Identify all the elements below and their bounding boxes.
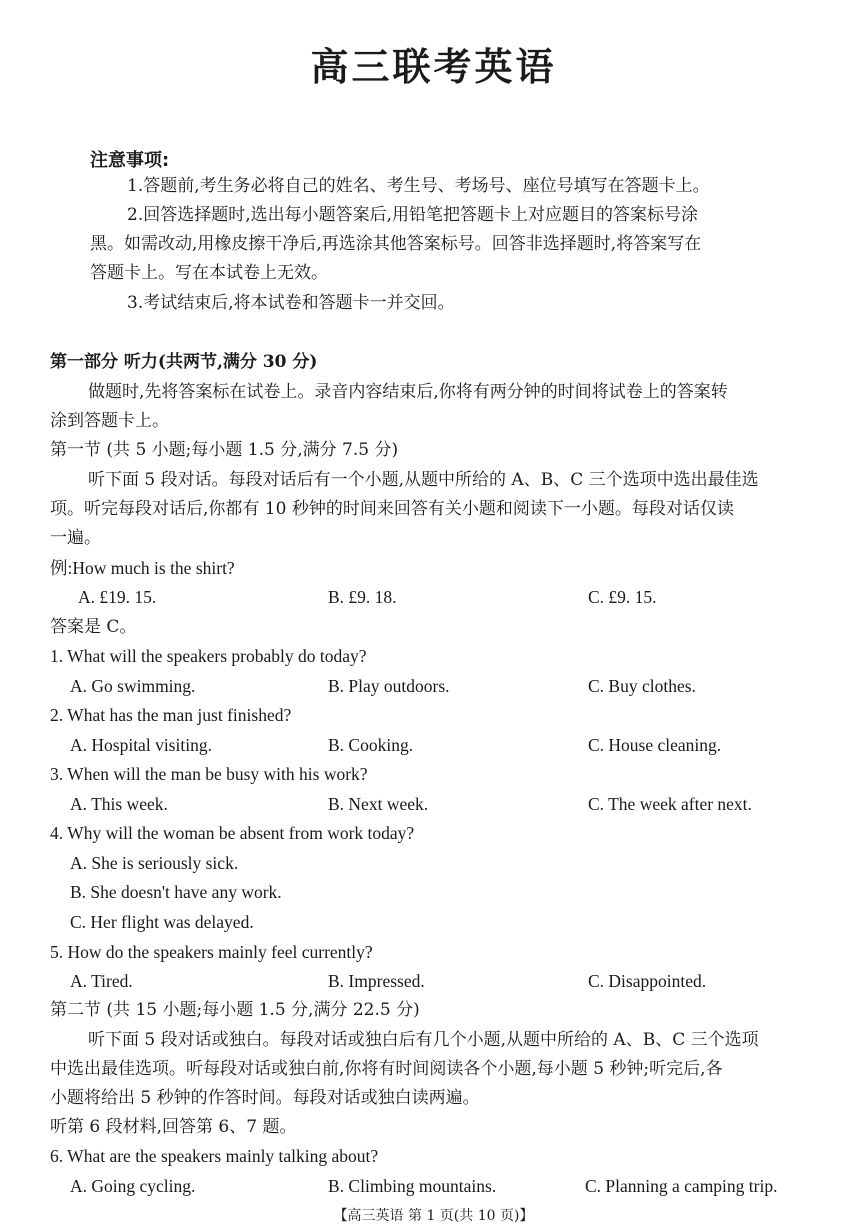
page-title: 高三联考英语	[310, 45, 557, 89]
question-4-option-c: C. Her flight was delayed.	[70, 912, 254, 932]
question-2-option-b: B. Cooking.	[328, 735, 414, 755]
question-3-option-b: B. Next week.	[328, 794, 429, 814]
question-1-stem: 1. What will the speakers probably do today?	[50, 646, 367, 666]
section1-intro-line-2: 项。听完每段对话后,你都有 10 秒钟的时间来回答有关小题和阅读下一小题。每段对话仅读	[50, 499, 734, 519]
question-4-option-b: B. She doesn't have any work.	[70, 882, 282, 902]
question-4-stem: 4. Why will the woman be absent from work today?	[50, 823, 415, 843]
notice-item-2-line-2: 黑。如需改动,用橡皮擦干净后,再选涂其他答案标号。回答非选择题时,将答案写在	[90, 234, 702, 254]
notice-item-2-line-1: 2.回答选择题时,选出每小题答案后,用铅笔把答题卡上对应题目的答案标号涂	[127, 205, 699, 225]
notice-item-1: 1.答题前,考生务必将自己的姓名、考生号、考场号、座位号填写在答题卡上。	[127, 176, 710, 196]
part1-intro-line-2: 涂到答题卡上。	[50, 411, 169, 431]
example-option-a: A. £19. 15.	[78, 587, 157, 607]
question-2-option-c: C. House cleaning.	[588, 735, 722, 755]
question-6-option-b: B. Climbing mountains.	[328, 1176, 497, 1196]
question-5-option-c: C. Disappointed.	[588, 971, 707, 991]
section1-heading: 第一节 (共 5 小题;每小题 1.5 分,满分 7.5 分)	[50, 440, 399, 460]
question-5-option-a: A. Tired.	[70, 971, 133, 991]
example-option-b: B. £9. 18.	[328, 587, 397, 607]
question-1-option-b: B. Play outdoors.	[328, 676, 450, 696]
question-4-option-a: A. She is seriously sick.	[70, 853, 239, 873]
section2-intro-line-1: 听下面 5 段对话或独白。每段对话或独白后有几个小题,从题中所给的 A、B、C 三个选项	[88, 1030, 759, 1050]
material-6-instruction: 听第 6 段材料,回答第 6、7 题。	[50, 1117, 297, 1137]
question-5-stem: 5. How do the speakers mainly feel currently?	[50, 942, 373, 962]
section2-heading: 第二节 (共 15 小题;每小题 1.5 分,满分 22.5 分)	[50, 1000, 420, 1020]
question-1-option-a: A. Go swimming.	[70, 676, 196, 696]
question-5-option-b: B. Impressed.	[328, 971, 425, 991]
question-2-stem: 2. What has the man just finished?	[50, 705, 292, 725]
example-question: 例:How much is the shirt?	[50, 558, 235, 578]
question-6-stem: 6. What are the speakers mainly talking about?	[50, 1146, 379, 1166]
section1-intro-line-3: 一遍。	[50, 528, 101, 548]
part1-intro-line-1: 做题时,先将答案标在试卷上。录音内容结束后,你将有两分钟的时间将试卷上的答案转	[88, 382, 728, 402]
page-footer: 【高三英语 第 1 页(共 10 页)】	[333, 1208, 534, 1224]
question-2-option-a: A. Hospital visiting.	[70, 735, 212, 755]
part1-heading: 第一部分 听力(共两节,满分 30 分)	[50, 352, 318, 372]
question-3-option-a: A. This week.	[70, 794, 168, 814]
question-1-option-c: C. Buy clothes.	[588, 676, 696, 696]
notice-item-2-line-3: 答题卡上。写在本试卷上无效。	[90, 263, 328, 283]
section1-intro-line-1: 听下面 5 段对话。每段对话后有一个小题,从题中所给的 A、B、C 三个选项中选出最佳选	[88, 470, 759, 490]
question-3-option-c: C. The week after next.	[588, 794, 752, 814]
example-option-c: C. £9. 15.	[588, 587, 657, 607]
section2-intro-line-3: 小题将给出 5 秒钟的作答时间。每段对话或独白读两遍。	[50, 1088, 480, 1108]
notice-item-3: 3.考试结束后,将本试卷和答题卡一并交回。	[127, 293, 455, 313]
notice-heading: 注意事项:	[90, 150, 170, 171]
example-answer: 答案是 C。	[50, 617, 137, 637]
section2-intro-line-2: 中选出最佳选项。听每段对话或独白前,你将有时间阅读各个小题,每小题 5 秒钟;听完后,各	[50, 1059, 723, 1079]
question-6-option-a: A. Going cycling.	[70, 1176, 196, 1196]
question-6-option-c: C. Planning a camping trip.	[585, 1176, 778, 1196]
question-3-stem: 3. When will the man be busy with his work?	[50, 764, 368, 784]
